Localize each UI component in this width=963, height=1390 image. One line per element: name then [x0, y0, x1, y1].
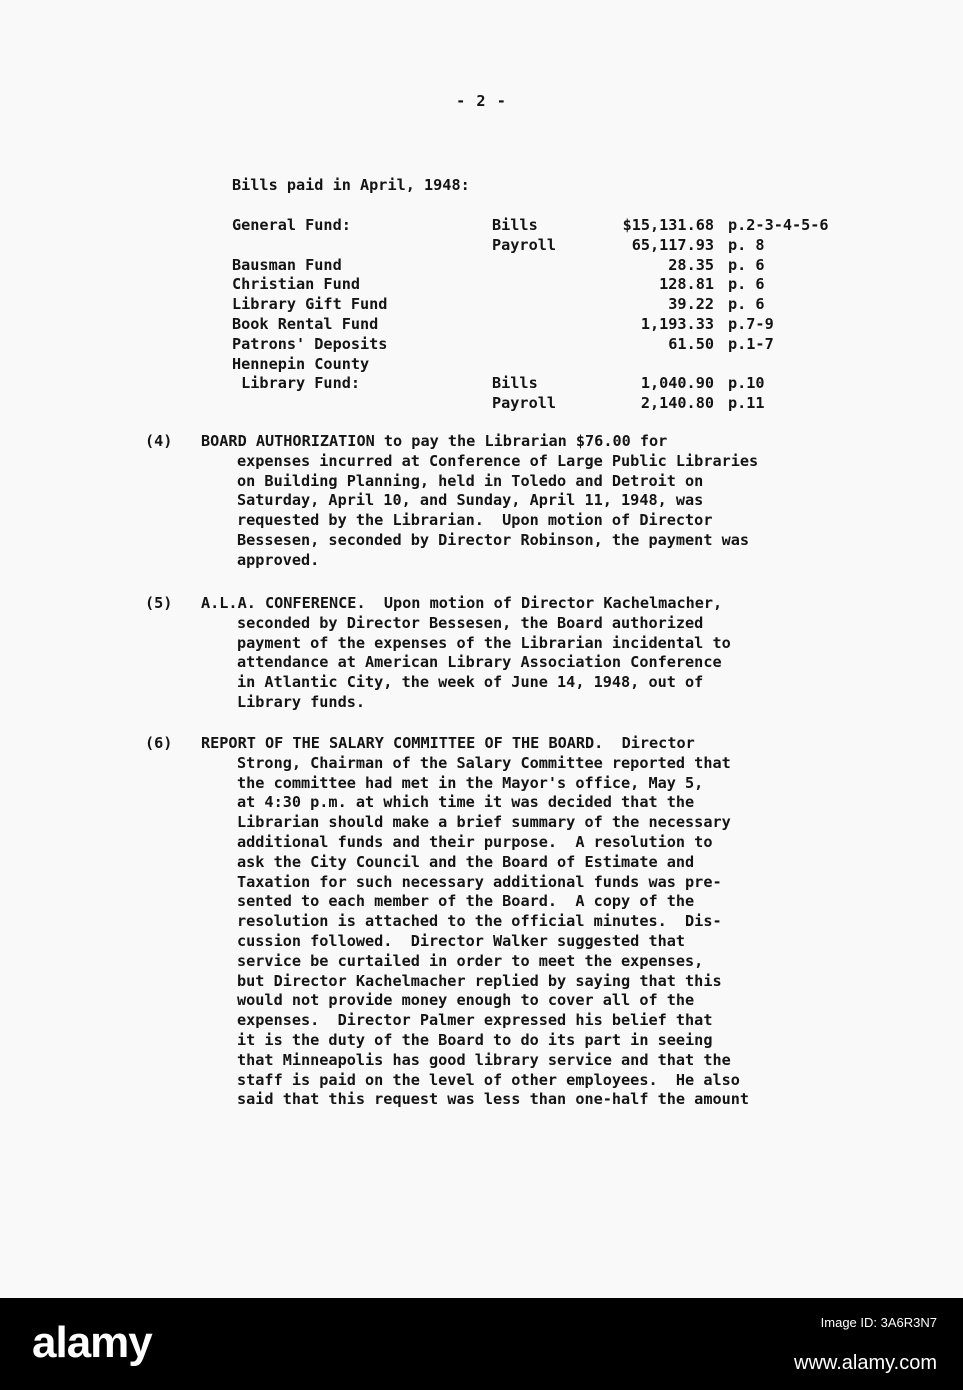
bill-type	[492, 315, 592, 335]
item-number: (5)	[145, 594, 173, 612]
stock-url: www.alamy.com	[794, 1352, 937, 1374]
stock-logo: alamy	[32, 1318, 152, 1367]
text-line: expenses. Director Palmer expressed his belief that	[237, 1011, 713, 1030]
text-line: the committee had met in the Mayor's office, May 5,	[237, 773, 704, 792]
bill-fund: Patrons' Deposits	[232, 334, 388, 353]
bill-pages: p. 6	[728, 275, 765, 294]
text-line: approved.	[237, 550, 320, 569]
bill-amount: 1,040.90	[640, 374, 714, 393]
item-text	[201, 734, 925, 1110]
bills-heading: Bills paid in April, 1948:	[232, 176, 470, 194]
bill-row	[232, 216, 829, 236]
text-line: said that this request was less than one-half the amount	[237, 1090, 750, 1109]
bill-pages: p.7-9	[728, 314, 774, 333]
bill-row	[232, 275, 829, 295]
bill-type	[492, 256, 592, 276]
bill-type	[492, 295, 592, 315]
item-text	[201, 432, 925, 571]
bill-fund: Christian Fund	[232, 275, 361, 294]
bill-fund: Book Rental Fund	[232, 314, 379, 333]
bill-amount: 39.22	[668, 295, 714, 314]
bill-pages: p.2-3-4-5-6	[728, 216, 829, 234]
bill-row	[232, 236, 829, 256]
bill-type	[492, 335, 592, 355]
bill-pages: p. 8	[728, 235, 765, 254]
bill-row	[232, 374, 829, 394]
bill-pages: p.11	[728, 394, 765, 413]
text-line: resolution is attached to the official minutes. Dis-	[237, 912, 722, 931]
bill-row	[232, 335, 829, 355]
bill-amount: 28.35	[668, 255, 714, 274]
text-line: seconded by Director Bessesen, the Board authorized	[237, 613, 704, 632]
bill-amount	[592, 355, 714, 375]
bill-fund	[232, 394, 492, 414]
text-line: on Building Planning, held in Toledo and Detroit on	[237, 471, 704, 490]
text-line: requested by the Librarian. Upon motion of Director	[237, 511, 713, 530]
bill-pages: p. 6	[728, 295, 765, 314]
bill-type	[492, 355, 592, 375]
bill-amount: 1,193.33	[640, 314, 714, 333]
text-line: A.L.A. CONFERENCE. Upon motion of Director Kachelmacher,	[201, 594, 723, 612]
text-line: attendance at American Library Association Conference	[237, 653, 722, 672]
bill-amount: 61.50	[668, 334, 714, 353]
bill-fund	[232, 236, 492, 256]
text-line: that Minneapolis has good library service and that the	[237, 1050, 731, 1069]
text-line: Bessesen, seconded by Director Robinson, the payment was	[237, 530, 750, 549]
bill-fund: Hennepin County	[232, 354, 370, 373]
text-line: Library funds.	[237, 692, 366, 711]
text-line: Librarian should make a brief summary of the necessary	[237, 813, 731, 832]
text-line: it is the duty of the Board to do its part in seeing	[237, 1030, 713, 1049]
bill-row	[232, 256, 829, 276]
item-number: (6)	[145, 734, 173, 752]
bill-fund: Library Gift Fund	[232, 295, 388, 314]
bill-pages	[714, 355, 829, 375]
text-line: Strong, Chairman of the Salary Committee reported that	[237, 753, 731, 772]
text-line: BOARD AUTHORIZATION to pay the Librarian $76.00 for	[201, 432, 668, 450]
bill-type: Payroll	[492, 235, 557, 254]
text-line: would not provide money enough to cover all of the	[237, 991, 695, 1010]
stock-watermark-bar	[0, 1298, 963, 1390]
bill-amount: 65,117.93	[631, 235, 714, 254]
text-line: cussion followed. Director Walker suggested that	[237, 931, 686, 950]
bill-amount: 2,140.80	[640, 394, 714, 413]
text-line: in Atlantic City, the week of June 14, 1948, out of	[237, 673, 704, 692]
text-line: service be curtailed in order to meet the expenses,	[237, 951, 704, 970]
bill-row	[232, 315, 829, 335]
bill-row	[232, 355, 829, 375]
text-line: Taxation for such necessary additional funds was pre-	[237, 872, 722, 891]
bill-row	[232, 295, 829, 315]
bill-type: Payroll	[492, 394, 557, 413]
text-line: expenses incurred at Conference of Large Public Libraries	[237, 451, 759, 470]
text-line: Saturday, April 10, and Sunday, April 11, 1948, was	[237, 491, 704, 510]
bills-table	[232, 216, 829, 414]
text-line: but Director Kachelmacher replied by saying that this	[237, 971, 722, 990]
bill-amount: 128.81	[659, 275, 714, 294]
text-line: REPORT OF THE SALARY COMMITTEE OF THE BOARD. Director	[201, 734, 695, 752]
text-line: at 4:30 p.m. at which time it was decided that the	[237, 793, 695, 812]
bill-pages: p. 6	[728, 255, 765, 274]
text-line: additional funds and their purpose. A resolution to	[237, 832, 713, 851]
image-id-label: Image ID: 3A6R3N7	[820, 1315, 937, 1330]
bill-row	[232, 394, 829, 414]
bill-type	[492, 275, 592, 295]
bills-table-body	[232, 216, 829, 414]
text-line: sented to each member of the Board. A copy of the	[237, 892, 695, 911]
bill-fund: Bausman Fund	[232, 255, 342, 274]
bill-type: Bills	[492, 374, 538, 393]
item-text	[201, 594, 925, 713]
item-number: (4)	[145, 432, 173, 450]
bill-fund: General Fund:	[232, 216, 351, 234]
bill-fund: Library Fund:	[232, 374, 361, 393]
bill-type: Bills	[492, 216, 538, 234]
bill-pages: p.10	[728, 374, 765, 393]
page-number: - 2 -	[456, 92, 507, 110]
text-line: payment of the expenses of the Librarian incidental to	[237, 633, 731, 652]
text-line: staff is paid on the level of other employees. He also	[237, 1070, 740, 1089]
text-line: ask the City Council and the Board of Estimate and	[237, 852, 695, 871]
bill-pages: p.1-7	[728, 334, 774, 353]
bill-amount: $15,131.68	[622, 216, 714, 234]
